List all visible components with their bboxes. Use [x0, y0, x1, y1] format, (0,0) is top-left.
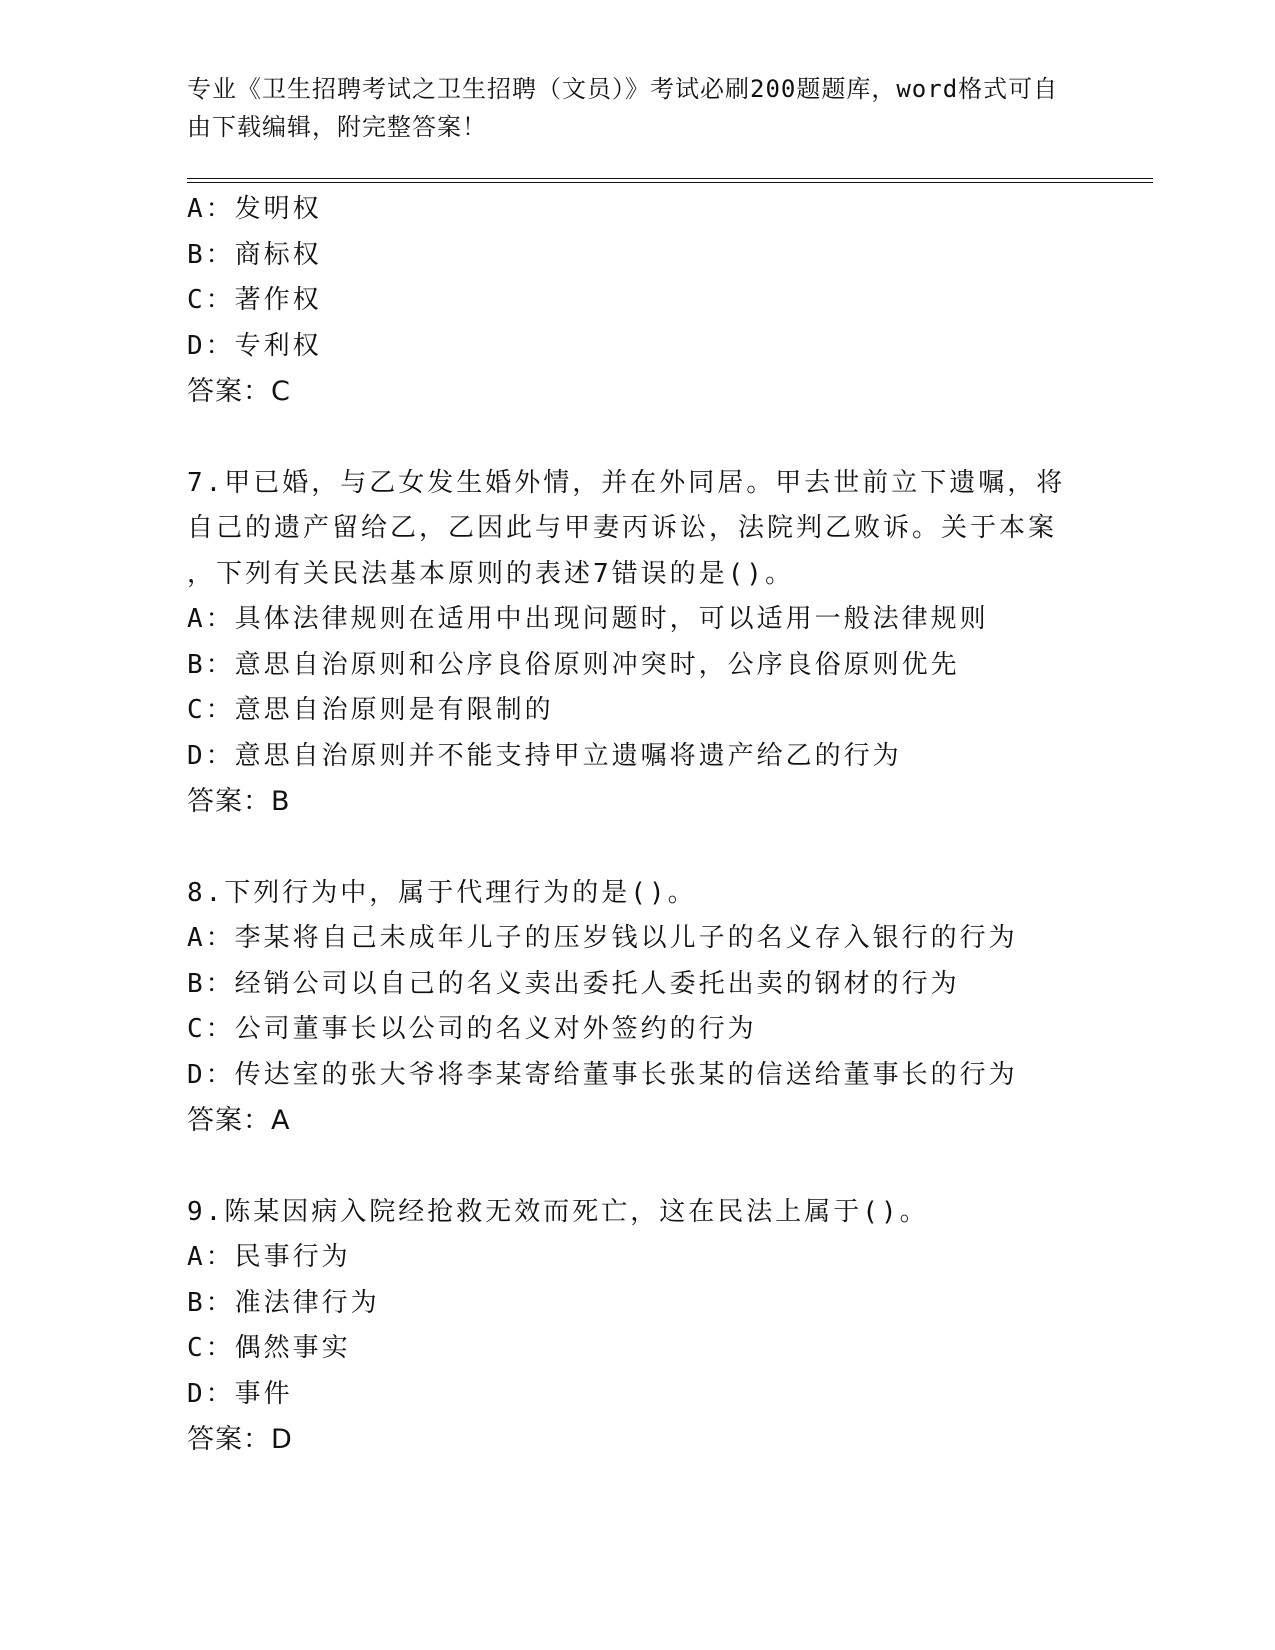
page-header	[187, 70, 1067, 146]
option-b: B：经销公司以自己的名义卖出委托人委托出卖的钢材的行为	[187, 968, 960, 999]
option-d: D：意思自治原则并不能支持甲立遗嘱将遗产给乙的行为	[187, 740, 902, 771]
stem-line: 7.甲已婚，与乙女发生婚外情，并在外同居。甲去世前立下遗嘱，将	[187, 467, 1066, 498]
option-b: B：准法律行为	[187, 1287, 380, 1318]
answer: 答案：C	[187, 376, 291, 407]
option-d: D：事件	[187, 1378, 293, 1409]
answer: 答案：D	[187, 1424, 293, 1455]
stem-line: 8.下列行为中，属于代理行为的是()。	[187, 877, 697, 908]
stem-line: 9.陈某因病入院经抢救无效而死亡，这在民法上属于()。	[187, 1196, 929, 1227]
question-stem	[187, 1190, 1127, 1236]
question-stem	[187, 461, 1127, 598]
answer: 答案：A	[187, 1105, 291, 1136]
option-a: A：李某将自己未成年儿子的压岁钱以儿子的名义存入银行的行为	[187, 923, 1018, 953]
question-6	[187, 187, 1127, 415]
answer: 答案：B	[187, 786, 291, 817]
stem-line: 自己的遗产留给乙，乙因此与甲妻丙诉讼，法院判乙败诉。关于本案	[187, 513, 1058, 543]
header-rule	[187, 178, 1153, 183]
question-8	[187, 871, 1127, 1144]
question-list	[187, 187, 1127, 1509]
option-c: C：意思自治原则是有限制的	[187, 695, 554, 725]
question-stem	[187, 871, 1127, 917]
stem-line: ，下列有关民法基本原则的表述7错误的是()。	[187, 558, 794, 589]
option-c: C：偶然事实	[187, 1333, 351, 1363]
header-line-1: 专业《卫生招聘考试之卫生招聘（文员）》考试必刷200题题库，word格式可自	[187, 75, 1059, 103]
option-b: B：商标权	[187, 239, 322, 270]
option-d: D：专利权	[187, 330, 322, 361]
option-c: C：著作权	[187, 285, 322, 315]
header-line-2: 由下载编辑，附完整答案！	[187, 113, 487, 141]
question-7	[187, 461, 1127, 825]
option-c: C：公司董事长以公司的名义对外签约的行为	[187, 1014, 757, 1044]
option-d: D：传达室的张大爷将李某寄给董事长张某的信送给董事长的行为	[187, 1059, 1018, 1090]
question-9	[187, 1190, 1127, 1463]
option-a: A：具体法律规则在适用中出现问题时，可以适用一般法律规则	[187, 604, 989, 634]
option-a: A：民事行为	[187, 1242, 351, 1272]
option-b: B：意思自治原则和公序良俗原则冲突时，公序良俗原则优先	[187, 649, 960, 680]
option-a: A：发明权	[187, 194, 322, 224]
